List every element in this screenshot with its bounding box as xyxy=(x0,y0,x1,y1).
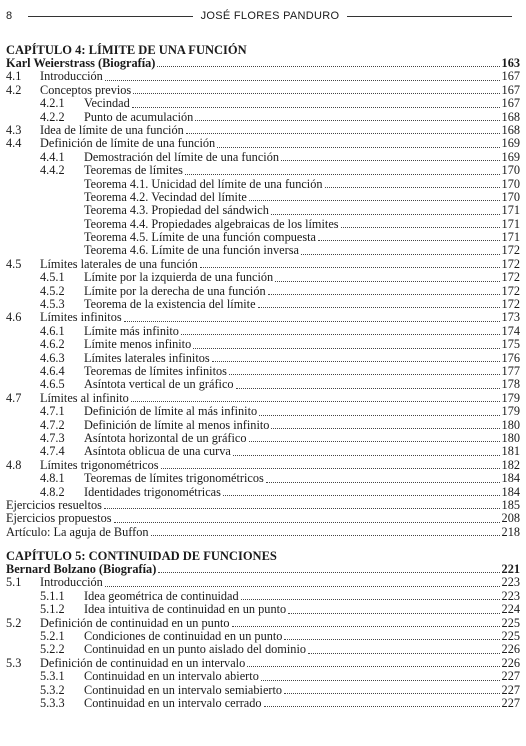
toc-entry-page: 170 xyxy=(501,176,520,191)
dot-leader xyxy=(200,267,500,268)
dot-leader xyxy=(341,227,500,228)
toc-entry-page: 182 xyxy=(501,457,520,472)
dot-leader xyxy=(131,401,500,402)
toc-entry[interactable] xyxy=(6,670,520,683)
toc-entry[interactable] xyxy=(6,285,520,298)
toc-entry[interactable] xyxy=(6,512,520,525)
dot-leader xyxy=(105,586,500,587)
dot-leader xyxy=(223,495,500,496)
toc-entry-page: 178 xyxy=(501,377,520,392)
dot-leader xyxy=(181,334,500,335)
toc-entry[interactable] xyxy=(6,684,520,697)
toc-entry-number: 4.7.4 xyxy=(40,444,65,459)
dot-leader xyxy=(232,626,500,627)
toc-entry-page: 170 xyxy=(501,189,520,204)
toc-entry-page: 226 xyxy=(501,642,520,657)
toc-entry[interactable] xyxy=(6,325,520,338)
toc-entry-title: Límite más infinito xyxy=(84,323,179,338)
toc-entry[interactable] xyxy=(6,244,520,257)
toc-entry[interactable] xyxy=(6,70,520,83)
toc-entry-page: 179 xyxy=(501,390,520,405)
toc-entry[interactable] xyxy=(6,630,520,643)
toc-entry-title: Teorema 4.2. Vecindad del límite xyxy=(84,189,247,204)
toc-entry-title: Límites trigonométricos xyxy=(40,457,159,472)
toc-entry-title: Definición de límite al más infinito xyxy=(84,404,258,419)
toc-entry-page: 223 xyxy=(501,588,520,603)
toc-entry-page: 184 xyxy=(501,484,520,499)
toc-entry-number: 5.3.2 xyxy=(40,682,65,697)
dot-leader xyxy=(158,572,499,573)
toc-entry-title: Límites laterales infinitos xyxy=(84,350,210,365)
toc-entry[interactable] xyxy=(6,603,520,616)
toc-entry[interactable] xyxy=(6,258,520,271)
toc-entry-title: Ejercicios resueltos xyxy=(6,497,102,512)
toc-entry-number: 4.6.5 xyxy=(40,377,65,392)
toc-entry-page: 227 xyxy=(501,682,520,697)
toc-entry-number: 4.5.1 xyxy=(40,270,65,285)
toc-entry-title: Continuidad en un intervalo semiabierto xyxy=(84,682,283,697)
toc-entry-page: 172 xyxy=(501,283,520,298)
toc-entry-page: 163 xyxy=(501,56,520,70)
dot-leader xyxy=(308,653,500,654)
toc-entry-title: Límites al infinito xyxy=(40,390,129,405)
toc-entry[interactable] xyxy=(6,204,520,217)
toc-entry[interactable] xyxy=(6,419,520,432)
toc-entry[interactable] xyxy=(6,563,520,576)
toc-entry-title: Teoremas de límites xyxy=(84,163,183,178)
toc-entry-page: 172 xyxy=(501,243,520,258)
toc-entry-title: Continuidad en un intervalo cerrado xyxy=(84,695,262,710)
toc-entry-title: Punto de acumulación xyxy=(84,109,194,124)
toc-entry-number: 4.4 xyxy=(6,136,22,151)
toc-entry-title: Teorema 4.1. Unicidad del límite de una función xyxy=(84,176,323,191)
dot-leader xyxy=(105,80,500,81)
dot-leader xyxy=(264,706,500,707)
toc-entry[interactable] xyxy=(6,576,520,589)
toc-entry[interactable] xyxy=(6,191,520,204)
toc-entry[interactable] xyxy=(6,311,520,324)
toc-entry-number: 4.2.1 xyxy=(40,96,65,111)
dot-leader xyxy=(104,508,500,509)
toc-entry-number: 4.7.1 xyxy=(40,404,65,419)
dot-leader xyxy=(195,120,499,121)
toc-entry[interactable] xyxy=(6,526,520,539)
toc-entry-title: Identidades trigonométricas xyxy=(84,484,221,499)
toc-entry-page: 171 xyxy=(501,203,520,218)
dot-leader xyxy=(233,455,500,456)
toc-entry[interactable] xyxy=(6,57,520,70)
toc-entry[interactable] xyxy=(6,352,520,365)
dot-leader xyxy=(161,468,500,469)
toc-entry-page: 180 xyxy=(501,430,520,445)
toc-entry-title: Límite por la izquierda de una función xyxy=(84,270,274,285)
toc-entry-title: Continuidad en un punto aislado del dominio xyxy=(84,642,307,657)
toc-entry[interactable] xyxy=(6,392,520,405)
dot-leader xyxy=(217,147,499,148)
toc-entry-title: Karl Weierstrass (Biografía) xyxy=(6,56,156,70)
toc-entry-page: 177 xyxy=(501,363,520,378)
dot-leader xyxy=(249,200,500,201)
dot-leader xyxy=(271,428,499,429)
toc-entry-page: 224 xyxy=(501,602,520,617)
toc-entry[interactable] xyxy=(6,84,520,97)
toc-entry[interactable] xyxy=(6,271,520,284)
toc-entry[interactable] xyxy=(6,590,520,603)
toc-entry-page: 167 xyxy=(501,82,520,97)
dot-leader xyxy=(259,415,499,416)
dot-leader xyxy=(114,522,500,523)
toc-entry-page: 179 xyxy=(501,404,520,419)
toc-entry[interactable] xyxy=(6,111,520,124)
toc-entry-title: Idea geométrica de continuidad xyxy=(84,588,239,603)
toc-entry[interactable] xyxy=(6,124,520,137)
toc-entry-page: 172 xyxy=(501,270,520,285)
toc-entry-page: 171 xyxy=(501,230,520,245)
toc-entry-title: Límite por la derecha de una función xyxy=(84,283,266,298)
toc-entry-number: 4.4.1 xyxy=(40,149,65,164)
toc-entry-page: 167 xyxy=(501,96,520,111)
dot-leader xyxy=(229,374,500,375)
toc-entry-title: Idea de límite de una función xyxy=(40,122,184,137)
toc-entry-number: 4.2.2 xyxy=(40,109,65,124)
toc-entry-page: 218 xyxy=(501,524,520,539)
toc-entry-title: Definición de límite de una función xyxy=(40,136,216,151)
toc-entry[interactable] xyxy=(6,405,520,418)
header-rule-left xyxy=(28,16,193,17)
toc-entry-title: Límite menos infinito xyxy=(84,337,192,352)
toc-entry-page: 176 xyxy=(501,350,520,365)
dot-leader xyxy=(281,160,500,161)
toc-entry[interactable] xyxy=(6,499,520,512)
dot-leader xyxy=(266,482,500,483)
toc-entry-page: 173 xyxy=(501,310,520,325)
dot-leader xyxy=(261,680,500,681)
toc-entry-title: Definición de límite al menos infinito xyxy=(84,417,270,432)
toc-entry-title: Condiciones de continuidad en un punto xyxy=(84,629,283,644)
toc-entry-page: 225 xyxy=(501,629,520,644)
toc-entry-page: 170 xyxy=(501,163,520,178)
page-number: 8 xyxy=(6,10,13,22)
dot-leader xyxy=(258,307,500,308)
toc-entry-page: 175 xyxy=(501,337,520,352)
toc-entry-title: Definición de continuidad en un intervalo xyxy=(40,655,246,670)
toc-entry-page: 168 xyxy=(501,109,520,124)
toc-entry-title: Vecindad xyxy=(84,96,130,111)
toc-entry-page: 169 xyxy=(501,149,520,164)
toc-entry-number: 4.8 xyxy=(6,457,22,472)
toc-entry[interactable] xyxy=(6,218,520,231)
dot-leader xyxy=(236,388,500,389)
toc-entry[interactable] xyxy=(6,459,520,472)
toc-entry-number: 5.2.1 xyxy=(40,629,65,644)
toc-entry-number: 4.7.2 xyxy=(40,417,65,432)
toc-entry-title: Artículo: La aguja de Buffon xyxy=(6,524,149,539)
toc-entry-number: 4.6.4 xyxy=(40,363,65,378)
chapter-title: CAPÍTULO 5: CONTINUIDAD DE FUNCIONES xyxy=(6,549,277,564)
header-rule-right xyxy=(347,16,512,17)
toc-entry-title: Ejercicios propuestos xyxy=(6,511,112,526)
toc-entry-number: 4.5.2 xyxy=(40,283,65,298)
toc-entry-number: 5.3.1 xyxy=(40,669,65,684)
toc-entry-title: Teorema de la existencia del límite xyxy=(84,297,256,312)
toc-entry-page: 208 xyxy=(501,511,520,526)
toc-entry-page: 174 xyxy=(501,323,520,338)
toc-entry-page: 169 xyxy=(501,136,520,151)
toc-entry-page: 168 xyxy=(501,122,520,137)
dot-leader xyxy=(151,535,500,536)
toc-entry-title: Teorema 4.5. Límite de una función compuesta xyxy=(84,230,317,245)
dot-leader xyxy=(284,693,499,694)
toc-entry-page: 223 xyxy=(501,575,520,590)
dot-leader xyxy=(212,361,500,362)
toc-entry-number: 5.1.2 xyxy=(40,602,65,617)
toc-entry[interactable] xyxy=(6,231,520,244)
toc-entry-title: Conceptos previos xyxy=(40,82,132,97)
toc-entry-number: 5.2.2 xyxy=(40,642,65,657)
dot-leader xyxy=(301,254,500,255)
dot-leader xyxy=(241,599,500,600)
toc-entry-title: Teorema 4.3. Propiedad del sándwich xyxy=(84,203,269,218)
toc-entry-title: Asíntota vertical de un gráfico xyxy=(84,377,234,392)
toc-entry-number: 4.5 xyxy=(6,256,22,271)
dot-leader xyxy=(284,639,499,640)
dot-leader xyxy=(249,441,500,442)
toc-entry[interactable] xyxy=(6,137,520,150)
toc-entry-page: 172 xyxy=(501,297,520,312)
toc-entry-title: Introducción xyxy=(40,575,103,590)
toc-entry-number: 4.7 xyxy=(6,390,22,405)
toc-entry[interactable] xyxy=(6,378,520,391)
chapter-title: CAPÍTULO 4: LÍMITE DE UNA FUNCIÓN xyxy=(6,43,247,57)
toc-entry-page: 171 xyxy=(501,216,520,231)
toc-entry-page: 181 xyxy=(501,444,520,459)
toc-entry-title: Asíntota horizontal de un gráfico xyxy=(84,430,247,445)
toc-entry[interactable] xyxy=(6,445,520,458)
toc-entry-title: Teorema 4.6. Límite de una función inversa xyxy=(84,243,299,258)
dot-leader xyxy=(275,281,499,282)
toc-entry[interactable] xyxy=(6,643,520,656)
toc-entry-title: Bernard Bolzano (Biografía) xyxy=(6,562,157,577)
toc-entry[interactable] xyxy=(6,178,520,191)
toc-entry-title: Demostración del límite de una función xyxy=(84,149,279,164)
toc-entry[interactable] xyxy=(6,338,520,351)
toc-entry-number: 4.8.1 xyxy=(40,471,65,486)
toc-entry-number: 5.3.3 xyxy=(40,695,65,710)
dot-leader xyxy=(325,187,500,188)
dot-leader xyxy=(185,174,500,175)
toc-entry-title: Asíntota oblicua de una curva xyxy=(84,444,231,459)
dot-leader xyxy=(193,348,499,349)
toc-entry-number: 4.6.3 xyxy=(40,350,65,365)
toc-entry-page: 226 xyxy=(501,655,520,670)
dot-leader xyxy=(186,133,500,134)
dot-leader xyxy=(132,107,500,108)
toc-entry-title: Límites laterales de una función xyxy=(40,256,198,271)
toc-entry-page: 167 xyxy=(501,69,520,84)
dot-leader xyxy=(271,214,500,215)
toc-entry-number: 4.6 xyxy=(6,310,22,325)
toc-entry[interactable] xyxy=(6,657,520,670)
toc-entry-title: Teorema 4.4. Propiedades algebraicas de los límites xyxy=(84,216,339,231)
toc-entry-number: 4.2 xyxy=(6,82,22,97)
toc-entry-title: Definición de continuidad en un punto xyxy=(40,615,230,630)
running-head: JOSÉ FLORES PANDURO xyxy=(200,10,340,22)
dot-leader xyxy=(157,66,499,67)
toc-entry-number: 5.2 xyxy=(6,615,22,630)
toc-entry[interactable] xyxy=(6,298,520,311)
toc-entry-number: 4.8.2 xyxy=(40,484,65,499)
toc-entry-page: 225 xyxy=(501,615,520,630)
toc-entry-title: Idea intuitiva de continuidad en un punto xyxy=(84,602,287,617)
toc-entry-title: Continuidad en un intervalo abierto xyxy=(84,669,259,684)
toc-entry-number: 4.6.2 xyxy=(40,337,65,352)
toc-entry-title: Teoremas de límites trigonométricos xyxy=(84,471,264,486)
toc-entry[interactable] xyxy=(6,432,520,445)
page-header xyxy=(6,6,520,26)
toc-entry-title: Teoremas de límites infinitos xyxy=(84,363,227,378)
dot-leader xyxy=(247,666,499,667)
toc-entry-page: 227 xyxy=(501,695,520,710)
toc-entry[interactable] xyxy=(6,697,520,710)
toc-entry-number: 4.3 xyxy=(6,122,22,137)
dot-leader xyxy=(133,93,499,94)
toc-entry-page: 185 xyxy=(501,497,520,512)
toc-entry-title: Límites infinitos xyxy=(40,310,122,325)
toc-entry-number: 4.4.2 xyxy=(40,163,65,178)
table-of-contents xyxy=(6,44,520,710)
dot-leader xyxy=(288,613,499,614)
toc-entry-page: 184 xyxy=(501,471,520,486)
toc-entry-page: 227 xyxy=(501,669,520,684)
toc-entry-number: 5.1 xyxy=(6,575,22,590)
toc-entry-number: 4.5.3 xyxy=(40,297,65,312)
toc-entry-page: 221 xyxy=(501,562,520,577)
toc-entry-title: Introducción xyxy=(40,69,103,84)
toc-entry-page: 180 xyxy=(501,417,520,432)
toc-entry-number: 4.7.3 xyxy=(40,430,65,445)
toc-entry[interactable] xyxy=(6,365,520,378)
dot-leader xyxy=(268,294,500,295)
toc-entry[interactable] xyxy=(6,151,520,164)
toc-entry[interactable] xyxy=(6,472,520,485)
dot-leader xyxy=(318,240,500,241)
toc-entry[interactable] xyxy=(6,617,520,630)
toc-entry-number: 5.3 xyxy=(6,655,22,670)
dot-leader xyxy=(124,321,500,322)
toc-entry-number: 4.1 xyxy=(6,69,22,84)
toc-entry[interactable] xyxy=(6,97,520,110)
toc-entry[interactable] xyxy=(6,164,520,177)
toc-entry[interactable] xyxy=(6,486,520,499)
toc-entry-page: 172 xyxy=(501,256,520,271)
toc-entry-number: 5.1.1 xyxy=(40,588,65,603)
toc-entry-number: 4.6.1 xyxy=(40,323,65,338)
